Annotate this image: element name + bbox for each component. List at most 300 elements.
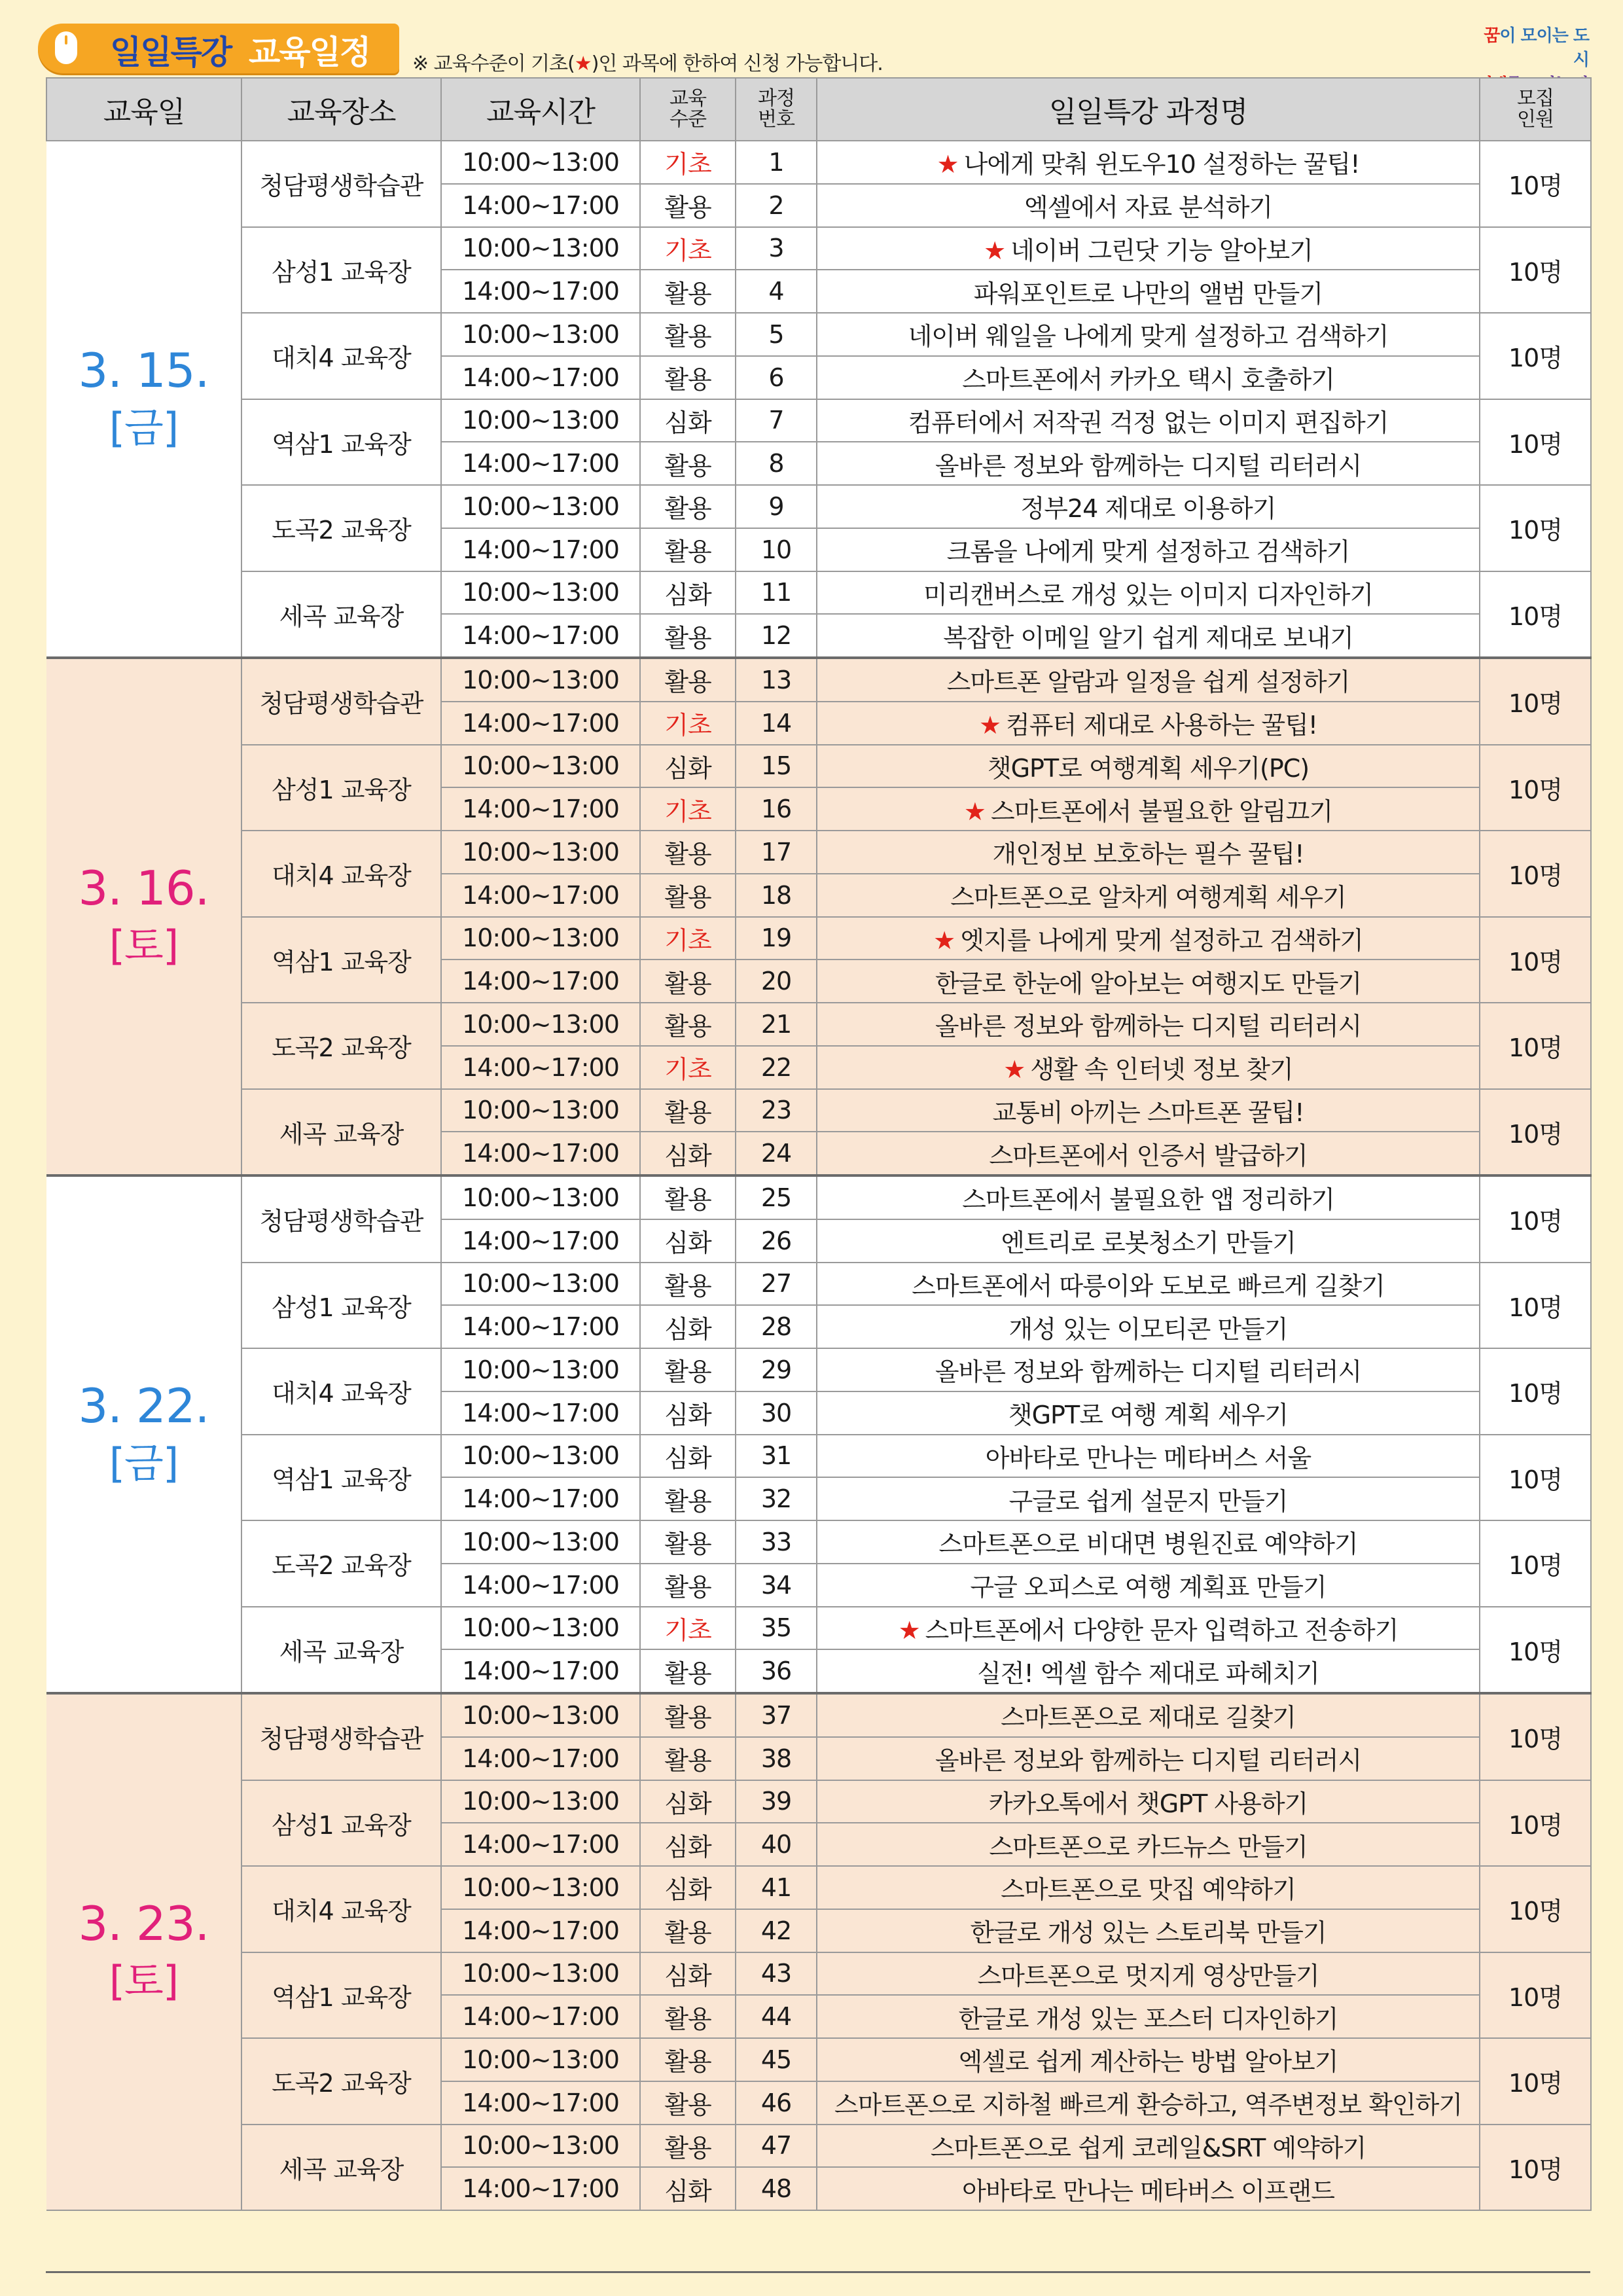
time-cell: 10:00~13:00 [441,745,640,788]
time-cell: 10:00~13:00 [441,1175,640,1219]
star-icon: ★ [1003,1055,1026,1085]
level-cell: 기초 [640,702,736,745]
course-title: 올바른 정보와 함께하는 디지털 리터러시 [935,1357,1362,1387]
course-no-cell: 45 [736,2038,817,2081]
course-title: 스마트폰에서 다양한 문자 입력하고 전송하기 [925,1615,1399,1645]
table-row [46,1089,1591,1132]
course-no-cell: 19 [736,917,817,960]
course-title: 교통비 아끼는 스마트폰 꿀팁! [992,1098,1304,1127]
time-cell: 10:00~13:00 [441,2125,640,2168]
course-no-cell: 38 [736,1737,817,1780]
course-no-cell: 21 [736,1003,817,1046]
course-title-cell [817,702,1480,745]
title-part1: 일일특강 [110,33,232,71]
level-cell: 활용 [640,2038,736,2081]
course-title: 스마트폰으로 쉽게 코레일&SRT 예약하기 [930,2133,1366,2162]
course-no-cell: 24 [736,1132,817,1175]
time-cell: 10:00~13:00 [441,485,640,528]
course-title: 크롬을 나에게 맞게 설정하고 검색하기 [946,537,1350,567]
course-title-cell [817,270,1480,313]
course-no-cell: 43 [736,1952,817,1996]
level-cell: 활용 [640,1693,736,1737]
capacity-cell: 10명 [1480,1520,1591,1607]
course-title: 스마트폰에서 불필요한 알림끄기 [991,797,1333,826]
title-part2: 교육일정 [249,33,370,71]
table-row [46,1520,1591,1564]
course-no-cell: 1 [736,141,817,184]
star-icon: ★ [936,150,959,179]
course-title-cell [817,1477,1480,1520]
place-cell: 세곡 교육장 [241,1089,441,1176]
time-cell: 10:00~13:00 [441,2038,640,2081]
time-cell: 10:00~13:00 [441,571,640,615]
date-cell [46,1693,241,2210]
place-cell: 청담평생학습관 [241,1175,441,1263]
course-title: 스마트폰에서 카카오 택시 호출하기 [962,365,1334,395]
course-title-cell [817,141,1480,184]
course-title-cell [817,1175,1480,1219]
course-title-cell [817,1046,1480,1089]
table-row [46,2125,1591,2168]
course-title-cell [817,1995,1480,2038]
table-row [46,485,1591,528]
time-cell: 10:00~13:00 [441,1866,640,1909]
table-row [46,1866,1591,1909]
course-no-cell: 13 [736,658,817,702]
place-cell: 세곡 교육장 [241,1607,441,1694]
course-title: 아바타로 만나는 메타버스 이프랜드 [962,2176,1334,2206]
level-cell: 기초 [640,141,736,184]
time-cell: 14:00~17:00 [441,2081,640,2125]
course-title: 스마트폰으로 지하철 빠르게 환승하고, 역주변정보 확인하기 [834,2090,1463,2120]
course-no-cell: 29 [736,1348,817,1391]
course-title: 챗GPT로 여행계획 세우기(PC) [987,753,1310,783]
time-cell: 14:00~17:00 [441,702,640,745]
course-no-cell: 9 [736,485,817,528]
place-cell: 역삼1 교육장 [241,1435,441,1521]
star-icon: ★ [978,711,1001,740]
level-cell: 활용 [640,960,736,1003]
course-title: 생활 속 인터넷 정보 찾기 [1030,1055,1293,1085]
place-cell: 도곡2 교육장 [241,1003,441,1089]
course-no-cell: 40 [736,1823,817,1866]
time-cell: 10:00~13:00 [441,141,640,184]
course-title-cell [817,2038,1480,2081]
time-cell: 14:00~17:00 [441,960,640,1003]
course-title-cell [817,485,1480,528]
table-row [46,658,1591,702]
place-cell: 세곡 교육장 [241,2125,441,2211]
course-title-cell [817,2125,1480,2168]
time-cell: 10:00~13:00 [441,1693,640,1737]
time-cell: 10:00~13:00 [441,1003,640,1046]
level-cell: 활용 [640,1089,736,1132]
course-no-cell: 3 [736,227,817,270]
table-row [46,1780,1591,1823]
level-cell: 활용 [640,313,736,356]
course-no-cell: 27 [736,1263,817,1306]
capacity-cell: 10명 [1480,1866,1591,1952]
header-row [46,78,1591,141]
course-title: 컴퓨터 제대로 사용하는 꿀팁! [1006,711,1318,740]
course-title: 개성 있는 이모티콘 만들기 [1008,1314,1288,1344]
place-cell: 역삼1 교육장 [241,1952,441,2039]
time-cell: 14:00~17:00 [441,1909,640,1952]
course-title-cell [817,1003,1480,1046]
course-title-cell [817,1305,1480,1348]
star-icon: ★ [963,797,986,826]
course-title: 실전! 엑셀 함수 제대로 파헤치기 [977,1659,1319,1688]
capacity-cell: 10명 [1480,1089,1591,1176]
course-title-cell [817,1089,1480,1132]
table-row [46,1003,1591,1046]
col-date: 교육일 [46,78,241,141]
time-cell: 14:00~17:00 [441,1219,640,1263]
time-cell: 14:00~17:00 [441,1305,640,1348]
place-cell: 도곡2 교육장 [241,1520,441,1607]
course-title-cell [817,1693,1480,1737]
course-no-cell: 31 [736,1435,817,1478]
date-value: 3. 16. [78,860,209,916]
level-cell: 활용 [640,1477,736,1520]
level-cell: 활용 [640,1649,736,1693]
col-time: 교육시간 [441,78,640,141]
time-cell: 10:00~13:00 [441,917,640,960]
course-title-cell [817,658,1480,702]
course-title: 스마트폰으로 멋지게 영상만들기 [977,1961,1319,1990]
time-cell: 14:00~17:00 [441,184,640,227]
course-title-cell [817,313,1480,356]
level-cell: 활용 [640,1263,736,1306]
time-cell: 10:00~13:00 [441,1263,640,1306]
course-no-cell: 20 [736,960,817,1003]
course-title: 스마트폰 알람과 일정을 쉽게 설정하기 [946,668,1350,697]
course-title-cell [817,745,1480,788]
capacity-cell: 10명 [1480,1263,1591,1349]
place-cell: 역삼1 교육장 [241,399,441,486]
place-cell: 도곡2 교육장 [241,2038,441,2125]
col-capacity: 모집 인원 [1480,78,1591,141]
time-cell: 10:00~13:00 [441,399,640,442]
course-no-cell: 48 [736,2167,817,2210]
capacity-cell: 10명 [1480,1003,1591,1089]
course-title: 미리캔버스로 개성 있는 이미지 디자인하기 [923,580,1374,609]
level-cell: 활용 [640,356,736,399]
date-value: 3. 15. [78,342,209,398]
level-cell: 기초 [640,917,736,960]
time-cell: 14:00~17:00 [441,356,640,399]
level-cell: 활용 [640,658,736,702]
course-title-cell [817,2167,1480,2210]
table-row [46,1607,1591,1650]
level-cell: 활용 [640,1175,736,1219]
time-cell: 14:00~17:00 [441,2167,640,2210]
star-icon: ★ [933,925,955,955]
course-title: 파워포인트로 나만의 앨범 만들기 [973,279,1323,308]
table-row [46,571,1591,615]
star-icon: ★ [574,52,592,75]
level-cell: 기초 [640,1607,736,1650]
table-row [46,141,1591,184]
course-title-cell [817,227,1480,270]
gangnam-logo: 꿈이 모이는 도시 [1484,26,1589,70]
time-cell: 10:00~13:00 [441,1952,640,1996]
time-cell: 14:00~17:00 [441,787,640,831]
course-title: 스마트폰에서 인증서 발급하기 [989,1141,1308,1170]
schedule-body [46,141,1591,2210]
course-title-cell [817,1435,1480,1478]
time-cell: 14:00~17:00 [441,1995,640,2038]
capacity-cell: 10명 [1480,571,1591,658]
course-title-cell [817,1649,1480,1693]
date-value: 3. 22. [78,1378,209,1433]
time-cell: 14:00~17:00 [441,1391,640,1435]
course-title: 카카오톡에서 챗GPT 사용하기 [988,1789,1308,1818]
time-cell: 14:00~17:00 [441,270,640,313]
level-cell: 활용 [640,614,736,658]
place-cell: 청담평생학습관 [241,658,441,745]
capacity-cell: 10명 [1480,1348,1591,1435]
time-cell: 10:00~13:00 [441,1089,640,1132]
course-title-cell [817,874,1480,917]
level-cell: 심화 [640,571,736,615]
course-title-cell [817,614,1480,658]
level-cell: 활용 [640,2081,736,2125]
level-cell: 심화 [640,1866,736,1909]
course-title: 엑셀로 쉽게 계산하는 방법 알아보기 [958,2047,1338,2077]
course-title-cell [817,2081,1480,2125]
capacity-cell: 10명 [1480,2038,1591,2125]
course-title-cell [817,1391,1480,1435]
date-cell [46,658,241,1175]
place-cell: 대치4 교육장 [241,831,441,917]
course-title: 스마트폰으로 맛집 예약하기 [1001,1875,1296,1905]
course-title-cell [817,917,1480,960]
course-no-cell: 5 [736,313,817,356]
capacity-cell: 10명 [1480,1435,1591,1521]
level-cell: 심화 [640,1305,736,1348]
table-row [46,399,1591,442]
course-title-cell [817,831,1480,874]
course-title: 스마트폰에서 따릉이와 도보로 빠르게 길찾기 [912,1271,1385,1300]
table-row [46,917,1591,960]
course-title-cell [817,571,1480,615]
table-row [46,1175,1591,1219]
course-no-cell: 10 [736,528,817,571]
level-cell: 활용 [640,1737,736,1780]
time-cell: 14:00~17:00 [441,1132,640,1175]
time-cell: 14:00~17:00 [441,1737,640,1780]
level-cell: 심화 [640,1391,736,1435]
course-no-cell: 22 [736,1046,817,1089]
course-no-cell: 32 [736,1477,817,1520]
course-no-cell: 23 [736,1089,817,1132]
place-cell: 대치4 교육장 [241,1348,441,1435]
date-cell [46,1175,241,1693]
course-no-cell: 17 [736,831,817,874]
course-title-cell [817,442,1480,485]
course-title: 한글로 한눈에 알아보는 여행지도 만들기 [935,969,1362,998]
course-no-cell: 15 [736,745,817,788]
place-cell: 삼성1 교육장 [241,1780,441,1867]
place-cell: 삼성1 교육장 [241,227,441,314]
mouse-icon [55,31,77,64]
course-title-cell [817,399,1480,442]
time-cell: 14:00~17:00 [441,1649,640,1693]
level-cell: 활용 [640,1909,736,1952]
time-cell: 14:00~17:00 [441,874,640,917]
table-row [46,1952,1591,1996]
course-title-cell [817,1909,1480,1952]
level-cell: 활용 [640,485,736,528]
day-of-week: [토] [109,921,179,969]
level-cell: 심화 [640,1219,736,1263]
col-level: 교육 수준 [640,78,736,141]
level-cell: 심화 [640,1132,736,1175]
course-no-cell: 11 [736,571,817,615]
course-title: 정부24 제대로 이용하기 [1020,494,1276,524]
table-row [46,227,1591,270]
course-no-cell: 26 [736,1219,817,1263]
col-place: 교육장소 [241,78,441,141]
place-cell: 대치4 교육장 [241,1866,441,1952]
time-cell: 14:00~17:00 [441,1564,640,1607]
day-of-week: [금] [109,1439,179,1487]
course-title: 올바른 정보와 함께하는 디지털 리터러시 [935,1746,1362,1776]
course-no-cell: 34 [736,1564,817,1607]
course-no-cell: 8 [736,442,817,485]
course-title-cell [817,1607,1480,1650]
course-no-cell: 25 [736,1175,817,1219]
time-cell: 10:00~13:00 [441,313,640,356]
capacity-cell: 10명 [1480,658,1591,745]
place-cell: 청담평생학습관 [241,1693,441,1780]
title-badge [38,24,399,73]
top-header [38,20,1589,79]
course-title: 컴퓨터에서 저작권 걱정 없는 이미지 편집하기 [908,408,1389,437]
level-cell: 활용 [640,1564,736,1607]
course-title-cell [817,1348,1480,1391]
capacity-cell: 10명 [1480,485,1591,571]
course-title: 스마트폰으로 비대면 병원진료 예약하기 [938,1530,1358,1559]
course-title-cell [817,184,1480,227]
capacity-cell: 10명 [1480,141,1591,227]
course-title: 올바른 정보와 함께하는 디지털 리터러시 [935,1012,1362,1041]
course-title: 네이버 그린닷 기능 알아보기 [1010,236,1313,265]
course-no-cell: 35 [736,1607,817,1650]
place-cell: 역삼1 교육장 [241,917,441,1003]
course-title-cell [817,960,1480,1003]
course-no-cell: 37 [736,1693,817,1737]
level-cell: 활용 [640,2125,736,2168]
level-cell: 활용 [640,270,736,313]
capacity-cell: 10명 [1480,1607,1591,1694]
course-title: 스마트폰으로 카드뉴스 만들기 [989,1832,1308,1861]
course-title-cell [817,1952,1480,1996]
capacity-cell: 10명 [1480,1952,1591,2039]
time-cell: 14:00~17:00 [441,528,640,571]
level-cell: 활용 [640,1348,736,1391]
notice-text: ※ 교육수준이 기초(★)인 과목에 한하여 신청 가능합니다. [412,52,883,75]
course-title-cell [817,1132,1480,1175]
time-cell: 14:00~17:00 [441,1477,640,1520]
course-title-cell [817,1219,1480,1263]
course-no-cell: 18 [736,874,817,917]
level-cell: 심화 [640,1435,736,1478]
capacity-cell: 10명 [1480,1780,1591,1867]
course-no-cell: 14 [736,702,817,745]
course-title: 챗GPT로 여행 계획 세우기 [1008,1401,1289,1430]
level-cell: 심화 [640,2167,736,2210]
day-of-week: [토] [109,1956,179,2005]
course-title: 올바른 정보와 함께하는 디지털 리터러시 [935,451,1362,480]
time-cell: 14:00~17:00 [441,1823,640,1866]
level-cell: 활용 [640,184,736,227]
course-no-cell: 4 [736,270,817,313]
date-value: 3. 23. [78,1895,209,1951]
course-no-cell: 39 [736,1780,817,1823]
day-of-week: [금] [109,403,179,452]
course-title: 개인정보 보호하는 필수 꿀팁! [992,840,1304,869]
level-cell: 활용 [640,1003,736,1046]
star-icon: ★ [984,236,1006,265]
capacity-cell: 10명 [1480,1693,1591,1780]
capacity-cell: 10명 [1480,2125,1591,2211]
table-row [46,1693,1591,1737]
course-no-cell: 44 [736,1995,817,2038]
course-title: 구글로 쉽게 설문지 만들기 [1008,1486,1288,1516]
place-cell: 도곡2 교육장 [241,485,441,571]
place-cell: 청담평생학습관 [241,141,441,227]
level-cell: 기초 [640,787,736,831]
course-title-cell [817,1737,1480,1780]
table-row [46,831,1591,874]
course-title: 네이버 웨일을 나에게 맞게 설정하고 검색하기 [908,322,1389,351]
course-title: 복잡한 이메일 알기 쉽게 제대로 보내기 [943,623,1353,653]
bottom-rule [46,2271,1590,2273]
course-title-cell [817,1263,1480,1306]
course-title-cell [817,1823,1480,1866]
course-title-cell [817,1866,1480,1909]
capacity-cell: 10명 [1480,917,1591,1003]
course-no-cell: 33 [736,1520,817,1564]
course-no-cell: 36 [736,1649,817,1693]
table-row [46,1348,1591,1391]
course-no-cell: 6 [736,356,817,399]
level-cell: 기초 [640,227,736,270]
time-cell: 10:00~13:00 [441,1607,640,1650]
course-no-cell: 41 [736,1866,817,1909]
place-cell: 삼성1 교육장 [241,1263,441,1349]
time-cell: 10:00~13:00 [441,1348,640,1391]
table-row [46,1435,1591,1478]
capacity-cell: 10명 [1480,831,1591,917]
course-title-cell [817,356,1480,399]
level-cell: 활용 [640,1995,736,2038]
col-title: 일일특강 과정명 [817,78,1480,141]
course-title-cell [817,1520,1480,1564]
table-row [46,1263,1591,1306]
col-no: 과정 번호 [736,78,817,141]
schedule-table [46,77,1592,2211]
level-cell: 활용 [640,528,736,571]
course-title: 한글로 개성 있는 스토리북 만들기 [970,1918,1327,1948]
course-title: 스마트폰에서 불필요한 앱 정리하기 [962,1185,1334,1215]
course-no-cell: 7 [736,399,817,442]
level-cell: 심화 [640,1952,736,1996]
time-cell: 10:00~13:00 [441,1780,640,1823]
course-no-cell: 2 [736,184,817,227]
